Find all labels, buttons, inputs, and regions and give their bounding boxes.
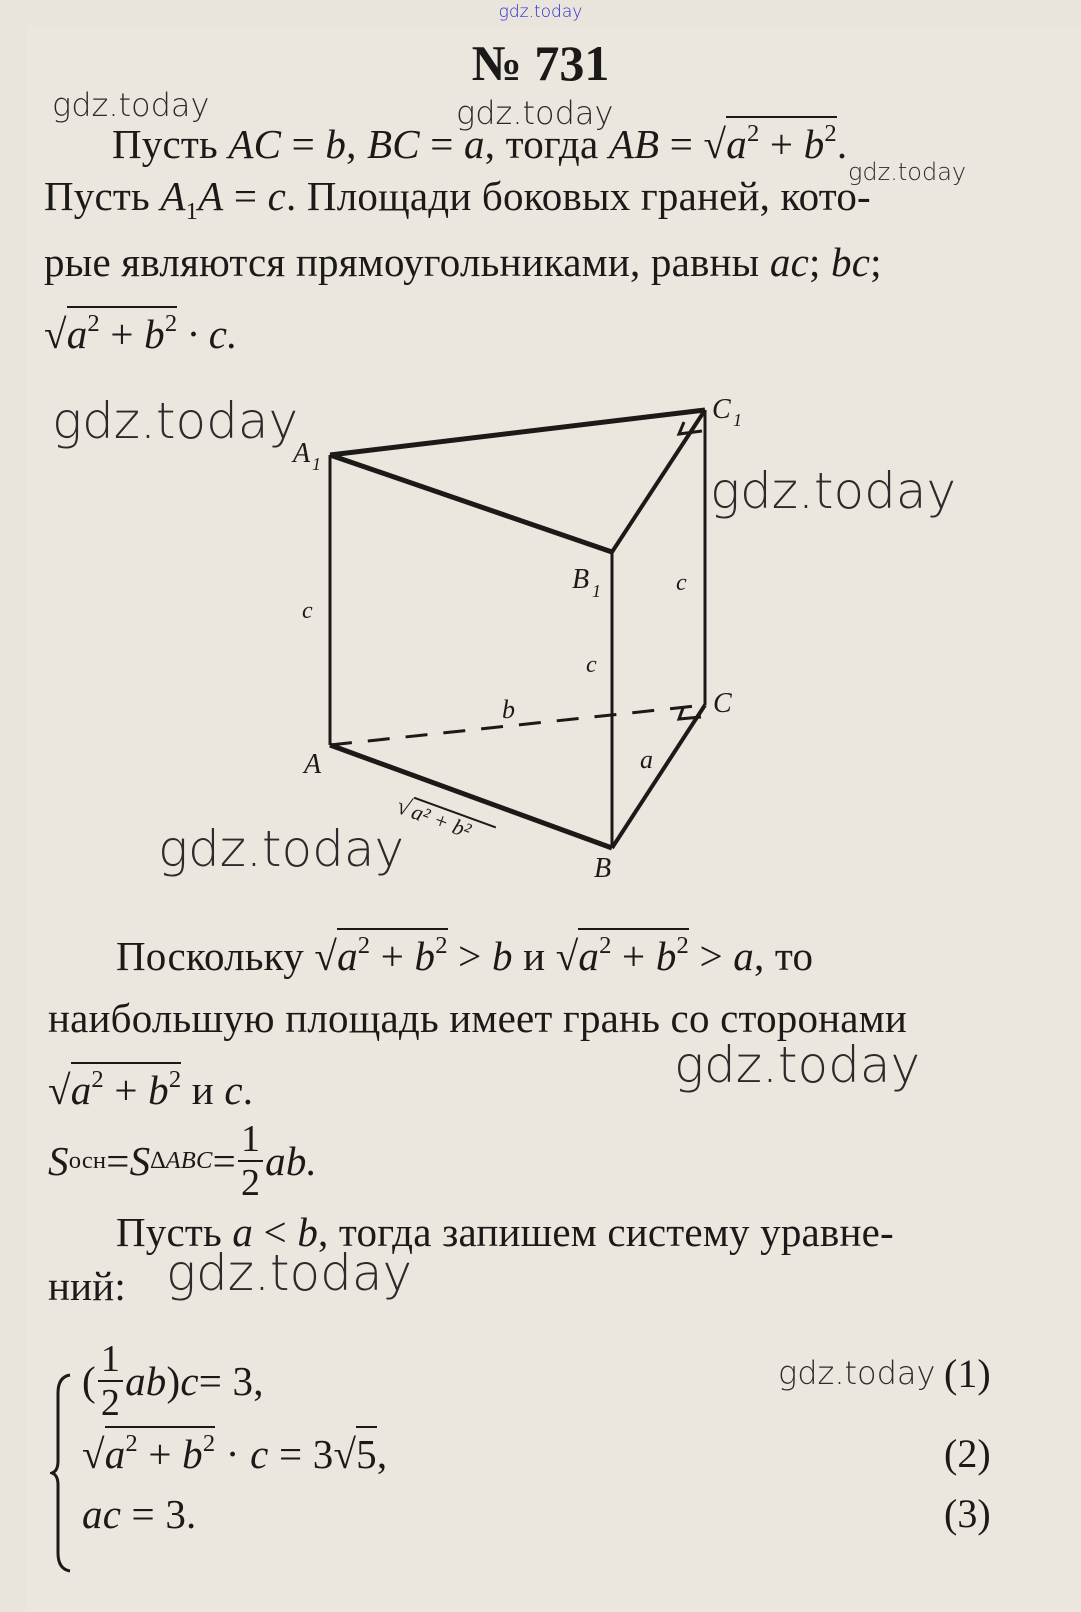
label-a1: A: [293, 438, 311, 469]
conclusion-line-1: Поскольку $√a^2 + b^2 > b$ и $√a^2 + b^2 > a$, то: [116, 928, 813, 980]
sqrt-expression: $√a^2 + b^2$: [314, 928, 447, 980]
watermark: gdz.today: [456, 94, 614, 132]
equation-1: ( $\frac{1}{2}$ ab ) c = 3,: [82, 1338, 264, 1424]
edge-bc: [612, 705, 705, 848]
edge-a1c1: [330, 410, 705, 455]
sqrt-expression: $√a^2 + b^2$: [44, 306, 177, 358]
intro-line-3: рые являются прямоугольниками, равны ac; bc;: [44, 239, 882, 285]
label-edge-a: a: [640, 745, 653, 774]
intro-line-4: $√a^2 + b^2 \cdot c$.: [44, 306, 238, 358]
watermark: gdz.today: [778, 1354, 936, 1392]
system-intro-line-1: Пусть a < b, тогда запишем систему уравне-: [116, 1209, 894, 1255]
watermark: gdz.today: [710, 462, 957, 520]
system-brace: [50, 1373, 74, 1573]
watermark: gdz.today: [52, 86, 210, 124]
sqrt-expression: $√a^2 + b^2$: [556, 928, 689, 980]
equation-3: ac = 3.: [82, 1491, 197, 1537]
base-area-formula: S осн = S ∆ABC = $\frac{1}{2}$ ab.: [48, 1118, 318, 1204]
label-b1-sub: 1: [592, 581, 601, 601]
edge-ac-hidden: [330, 705, 705, 745]
edge-ab: [330, 745, 612, 848]
watermark: gdz.today: [52, 392, 299, 450]
watermark: gdz.today: [674, 1036, 921, 1094]
label-hyp-sign: √: [392, 793, 415, 823]
label-a: A: [304, 749, 322, 780]
sqrt-five: √5: [333, 1426, 376, 1478]
equation-2: $√a^2 + b^2 \cdot c = 3√5$,: [82, 1426, 387, 1478]
right-angle-c1: [679, 422, 702, 434]
label-c1-sub: 1: [733, 410, 742, 430]
watermark: gdz.today: [158, 820, 405, 878]
fraction-half: $\frac{1}{2}$: [238, 1120, 263, 1202]
sqrt-expression: $√a^2 + b^2$: [48, 1062, 181, 1114]
sqrt-expression: $√a^2 + b^2$: [704, 116, 837, 168]
label-c: C: [713, 688, 732, 719]
intro-line-2: Пусть $A_1A = c$. Площади боковых граней, кото-: [44, 173, 871, 226]
watermark-top: gdz.today: [498, 2, 583, 22]
label-a1-sub: 1: [312, 454, 321, 474]
problem-title: № 731: [471, 35, 610, 91]
label-edge-b: b: [502, 695, 515, 724]
label-edge-c-left: c: [302, 598, 313, 624]
equation-3-number: (3): [944, 1491, 991, 1536]
fraction-half: $\frac{1}{2}$: [98, 1340, 123, 1422]
edge-a1b1: [330, 455, 612, 552]
sqrt-expression: $√a^2 + b^2$: [82, 1426, 215, 1478]
label-edge-c-right: c: [676, 570, 687, 596]
label-hyp-text: a² + b²: [408, 798, 475, 844]
conclusion-line-3: $√a^2 + b^2$ и c.: [48, 1062, 253, 1114]
system-intro-line-2: ний:: [48, 1263, 127, 1309]
equation-2-number: (2): [944, 1431, 991, 1476]
equation-1-number: (1): [944, 1351, 991, 1396]
label-c1: C: [712, 394, 731, 425]
conclusion-line-2: наибольшую площадь имеет грань со сторонами: [48, 995, 907, 1041]
label-b: B: [594, 853, 612, 884]
watermark: gdz.today: [848, 158, 967, 186]
label-b1: B: [572, 564, 590, 595]
watermark: gdz.today: [166, 1244, 413, 1302]
label-edge-c-mid: c: [586, 652, 597, 678]
intro-line-1: Пусть AC = b, BC = a, тогда AB = $√a^2 + b^2$.: [112, 116, 847, 168]
